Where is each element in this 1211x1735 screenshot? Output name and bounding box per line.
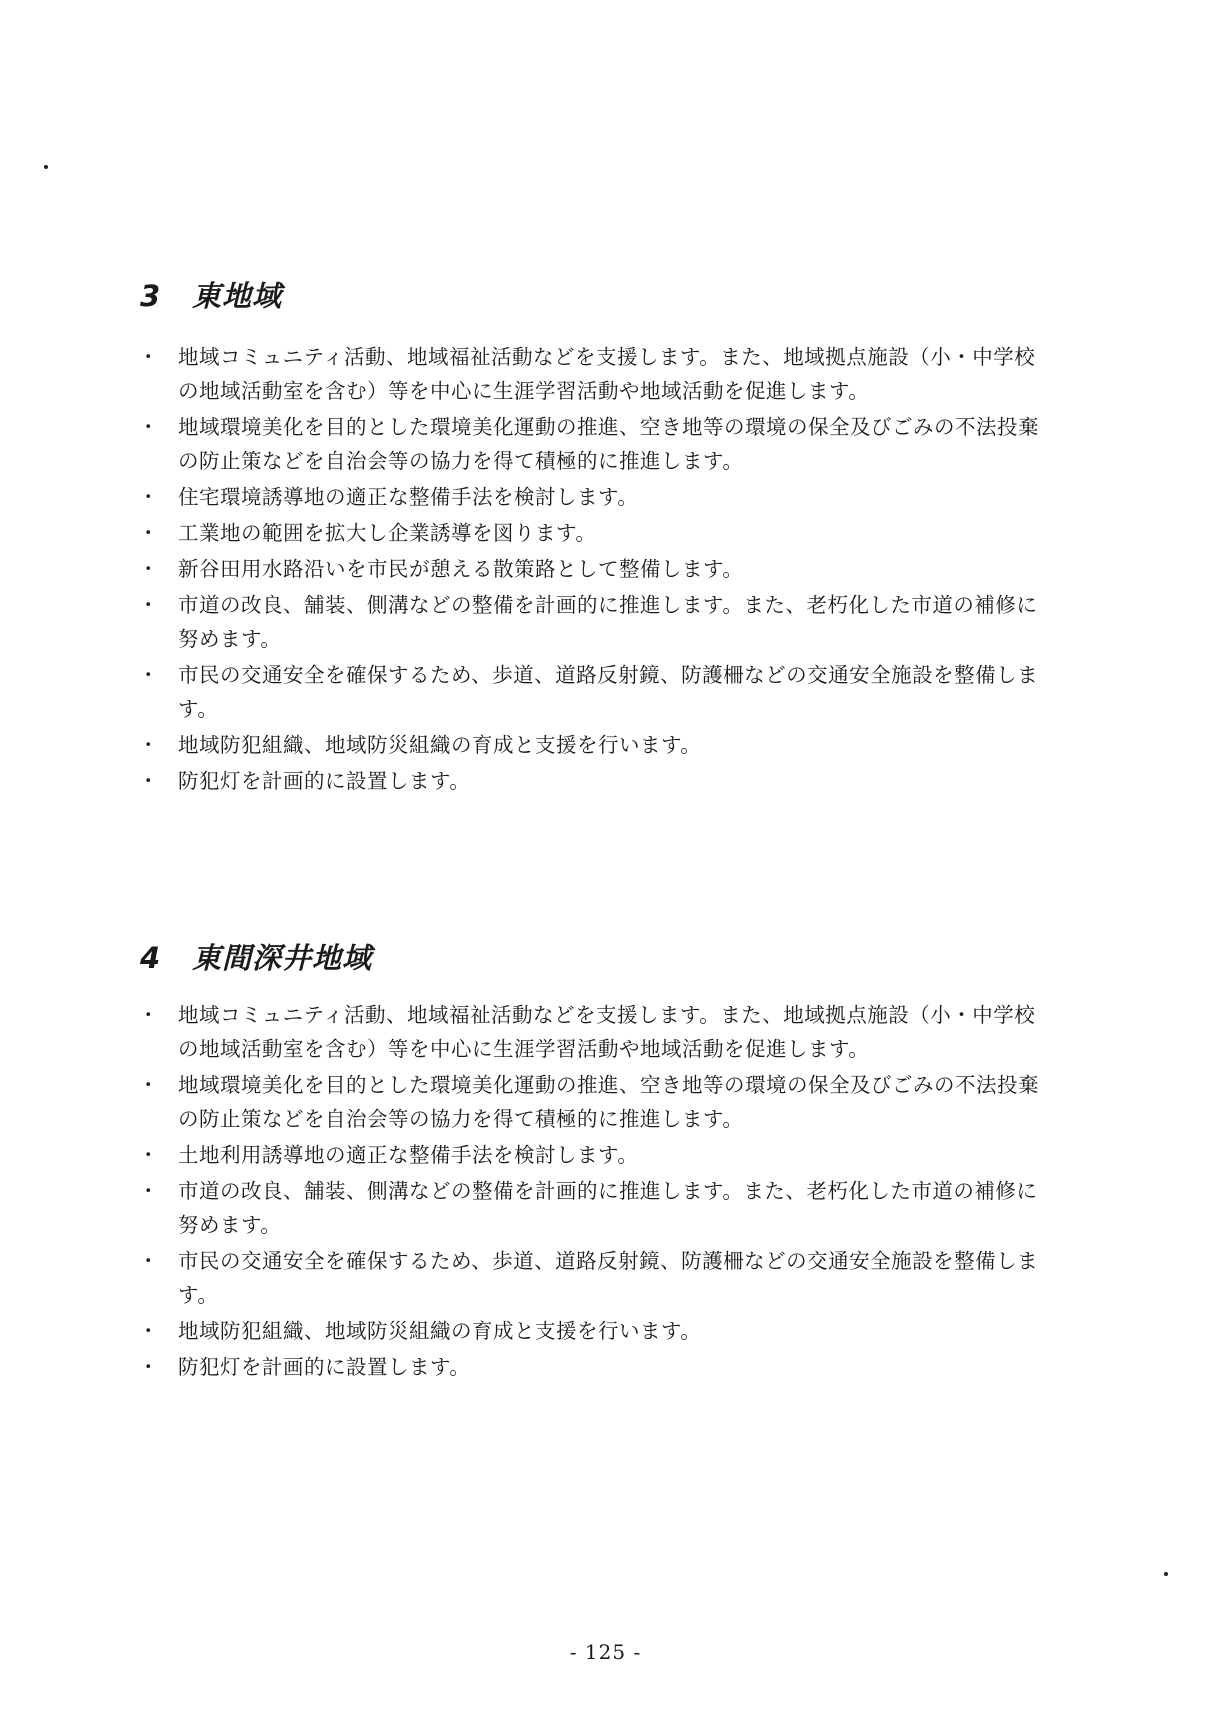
item-line: 努めます。: [178, 1213, 282, 1237]
bullet-icon: ・: [138, 345, 159, 369]
item-line: 市道の改良、舗装、側溝などの整備を計画的に推進します。また、老朽化した市道の補修に: [178, 593, 1038, 617]
bullet-icon: ・: [138, 593, 159, 617]
bullet-icon: ・: [138, 1249, 159, 1273]
item-line: の地域活動室を含む）等を中心に生涯学習活動や地域活動を促進します。: [178, 1037, 870, 1061]
item-line: す。: [178, 1283, 219, 1307]
item-line: 新谷田用水路沿いを市民が憩える散策路として整備します。: [178, 557, 744, 581]
list-item: [138, 764, 1078, 798]
policy-list: [138, 340, 1078, 800]
bullet-icon: ・: [138, 663, 159, 687]
item-line: の防止策などを自治会等の協力を得て積極的に推進します。: [178, 1107, 744, 1131]
item-line: 地域環境美化を目的とした環境美化運動の推進、空き地等の環境の保全及びごみの不法投棄: [178, 1073, 1039, 1097]
list-item: [138, 728, 1078, 762]
item-line: 住宅環境誘導地の適正な整備手法を検討します。: [178, 485, 639, 509]
item-line: 工業地の範囲を拡大し企業誘導を図ります。: [178, 521, 597, 545]
item-line: の地域活動室を含む）等を中心に生涯学習活動や地域活動を促進します。: [178, 379, 870, 403]
list-item: [138, 588, 1078, 656]
item-line: 防犯灯を計画的に設置します。: [178, 769, 471, 793]
list-item: [138, 1174, 1078, 1242]
scan-speck: [1164, 1572, 1168, 1576]
bullet-icon: ・: [138, 557, 159, 581]
item-line: 地域コミュニティ活動、地域福祉活動などを支援します。また、地域拠点施設（小・中学校: [178, 345, 1036, 369]
section-number: 3: [140, 279, 162, 313]
bullet-icon: ・: [138, 1003, 159, 1027]
item-line: 地域防犯組織、地域防災組織の育成と支援を行います。: [178, 1319, 702, 1343]
item-line: 市民の交通安全を確保するため、歩道、道路反射鏡、防護柵などの交通安全施設を整備しま: [178, 663, 1039, 687]
list-item: [138, 1314, 1078, 1348]
section-number: 4: [140, 941, 162, 975]
item-line: 努めます。: [178, 627, 282, 651]
list-item: [138, 1244, 1078, 1312]
item-line: す。: [178, 697, 219, 721]
item-line: の防止策などを自治会等の協力を得て積極的に推進します。: [178, 449, 744, 473]
section-title: 東間深井地域: [192, 941, 373, 975]
item-line: 防犯灯を計画的に設置します。: [178, 1355, 471, 1379]
list-item: [138, 480, 1078, 514]
scan-speck: [44, 165, 48, 169]
bullet-icon: ・: [138, 485, 159, 509]
list-item: [138, 1350, 1078, 1384]
list-item: [138, 552, 1078, 586]
item-line: 土地利用誘導地の適正な整備手法を検討します。: [178, 1143, 639, 1167]
section-title: 東地域: [192, 279, 283, 313]
list-item: [138, 1068, 1078, 1136]
bullet-icon: ・: [138, 1143, 159, 1167]
item-line: 市民の交通安全を確保するため、歩道、道路反射鏡、防護柵などの交通安全施設を整備しま: [178, 1249, 1039, 1273]
bullet-icon: ・: [138, 1319, 159, 1343]
bullet-icon: ・: [138, 1179, 159, 1203]
item-line: 市道の改良、舗装、側溝などの整備を計画的に推進します。また、老朽化した市道の補修に: [178, 1179, 1038, 1203]
bullet-icon: ・: [138, 521, 159, 545]
bullet-icon: ・: [138, 1355, 159, 1379]
item-line: 地域環境美化を目的とした環境美化運動の推進、空き地等の環境の保全及びごみの不法投棄: [178, 415, 1039, 439]
list-item: [138, 410, 1078, 478]
section-heading: [140, 278, 282, 314]
list-item: [138, 340, 1078, 408]
section-heading: [140, 940, 372, 976]
bullet-icon: ・: [138, 733, 159, 757]
bullet-icon: ・: [138, 1073, 159, 1097]
list-item: [138, 516, 1078, 550]
policy-list: [138, 998, 1078, 1386]
list-item: [138, 658, 1078, 726]
list-item: [138, 998, 1078, 1066]
bullet-icon: ・: [138, 415, 159, 439]
item-line: 地域コミュニティ活動、地域福祉活動などを支援します。また、地域拠点施設（小・中学校: [178, 1003, 1036, 1027]
bullet-icon: ・: [138, 769, 159, 793]
item-line: 地域防犯組織、地域防災組織の育成と支援を行います。: [178, 733, 702, 757]
list-item: [138, 1138, 1078, 1172]
page-number: - 125 -: [569, 1640, 642, 1664]
